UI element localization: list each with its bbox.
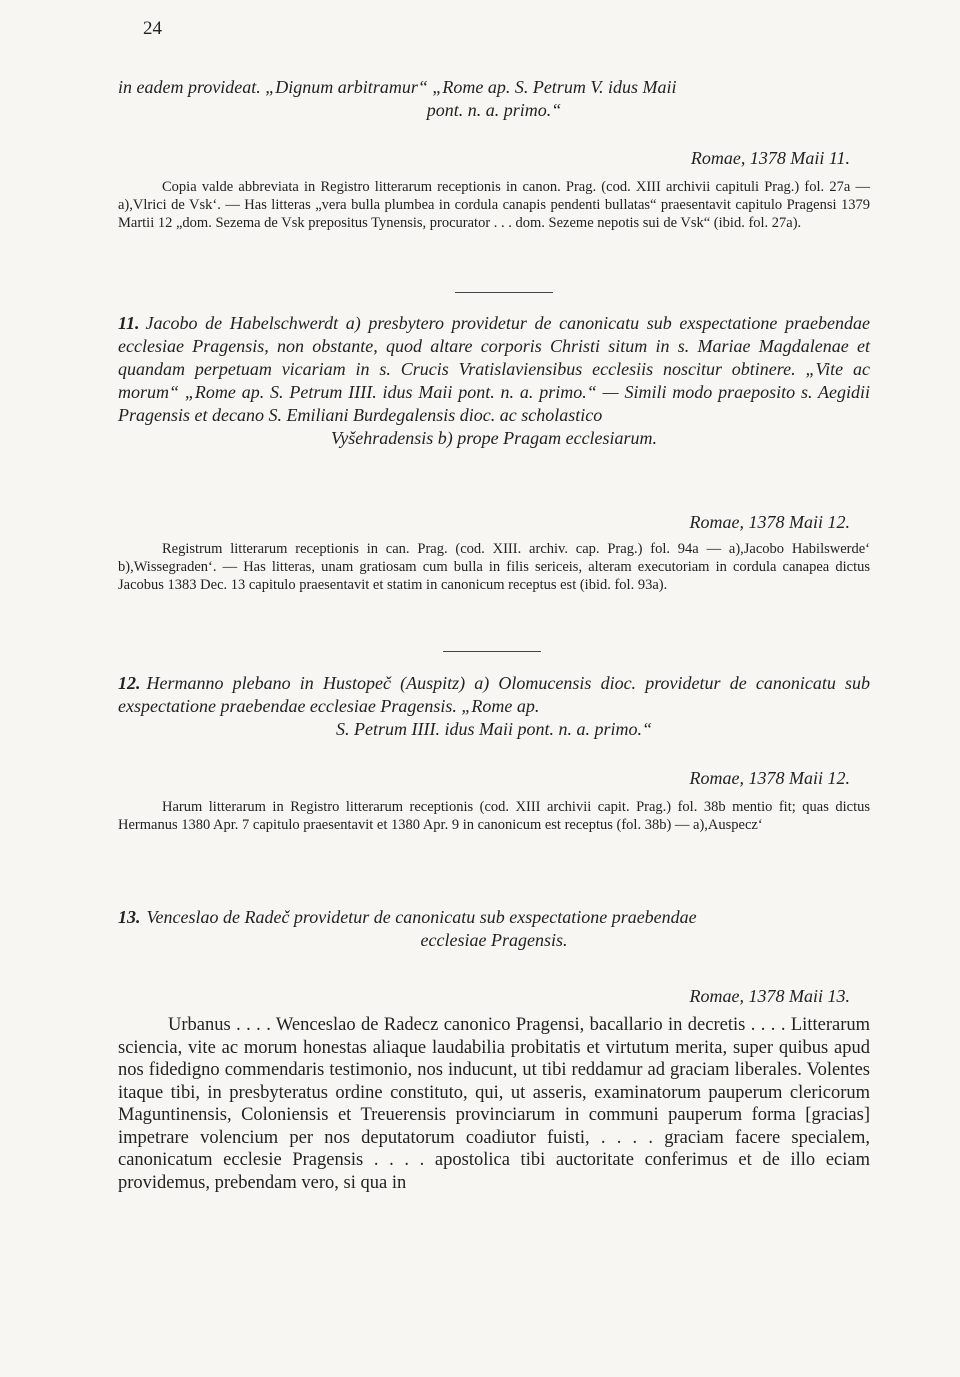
entry-11 bbox=[118, 312, 870, 450]
note-top-text: Copia valde abbreviata in Registro litterarum receptionis in canon. Prag. (cod. XIII archivii capituli Prag.) fol. 27a — a),Vlrici de Vsk‘. — Has litteras „vera bulla plumbea in cordula canapis pendenti bullatas“ praesentavit capitulo Pragensi 1379 Martii 12 „dom. Sezema de Vsk prepositus Tynensis, procurator . . . dom. Sezeme nepotis sui de Vsk“ (ibid. fol. 27a). bbox=[118, 179, 870, 231]
entry-number: 13. bbox=[118, 907, 141, 927]
top-line-2: pont. n. a. primo.“ bbox=[426, 100, 562, 120]
note-12 bbox=[118, 798, 870, 834]
divider bbox=[455, 292, 553, 293]
entry-number: 12. bbox=[118, 673, 141, 693]
entry-12-text: Hermanno plebano in Hustopeč (Auspitz) a) Olomucensis dioc. providetur de canonicatu sub exspectatione praebendae ecclesiae Pragensis. „Rome ap. bbox=[118, 673, 870, 716]
entry-13-body-text: Urbanus . . . . Wenceslao de Radecz canonico Pragensi, bacallario in decretis . . . . Litterarum sciencia, vite ac morum honestas aliaque laudabilia probitatis et virtutum merita, super quibus apud nos fidedigno commendaris testimonio, nos inducunt, ut tibi reddamur ad graciam liberales. Volentes itaque tibi, in presbyteratus ordine constituto, qui, ut asseris, examinatorum pauperum clericorum Maguntinensis, Coloniensis et Treuerensis provinciarum in communi pauperum forma [gracias] impetrare volencium per nos deputatorum coadiutor fuisti, . . . . graciam facere specialem, canonicatum ecclesie Pragensis . . . . apostolica tibi auctoritate conferimus et de illo eciam providemus, prebendam vero, si qua in bbox=[118, 1015, 870, 1193]
note-12-text: Harum litterarum in Registro litterarum receptionis (cod. XIII archivii capit. Prag.) fol. 38b mentio fit; quas dictus Hermanus 1380 Apr. 7 capitulo praesentavit et 1380 Apr. 9 in canonicum est receptus (fol. 38b) — a),Auspecz‘ bbox=[118, 799, 870, 833]
page-number: 24 bbox=[143, 18, 162, 39]
entry-12-last-line: S. Petrum IIII. idus Maii pont. n. a. primo.“ bbox=[336, 719, 652, 739]
dateline-12a: Romae, 1378 Maii 12. bbox=[689, 512, 850, 532]
note-top bbox=[118, 178, 870, 232]
entry-13-last-line: ecclesiae Pragensis. bbox=[420, 930, 568, 950]
entry-12 bbox=[118, 672, 870, 741]
entry-13 bbox=[118, 906, 870, 952]
top-continuation-text bbox=[118, 76, 870, 122]
dateline-13: Romae, 1378 Maii 13. bbox=[689, 986, 850, 1006]
entry-number: 11. bbox=[118, 313, 140, 333]
top-line-1: in eadem provideat. „Dignum arbitramur“ „Rome ap. S. Petrum V. idus Maii bbox=[118, 77, 677, 97]
entry-13-body bbox=[118, 1014, 870, 1194]
dateline-12b: Romae, 1378 Maii 12. bbox=[689, 768, 850, 788]
entry-11-last-line: Vyšehradensis b) prope Pragam ecclesiarum. bbox=[330, 428, 658, 448]
dateline-11: Romae, 1378 Maii 11. bbox=[690, 148, 850, 168]
note-11 bbox=[118, 540, 870, 594]
divider bbox=[443, 651, 541, 652]
entry-11-text: Jacobo de Habelschwerdt a) presbytero providetur de canonicatu sub exspectatione praebendae ecclesiae Pragensis, non obstante, quod altare corporis Christi situm in s. Mariae Magdalenae et quandam perpetuam vicariam in s. Crucis Vratislaviensibus ecclesiis noscitur obtinere. „Vite ac morum“ „Rome ap. S. Petrum IIII. idus Maii pont. n. a. primo.“ — Simili modo praeposito s. Aegidii Pragensis et decano S. Emiliani Burdegalensis dioc. ac scholastico bbox=[118, 313, 870, 425]
note-11-text: Registrum litterarum receptionis in can. Prag. (cod. XIII. archiv. cap. Prag.) fol. 94a — a),Jacobo Habilswerde‘ b),Wissegraden‘. — Has litteras, unam gratiosam cum bulla in filis sericeis, alteram executoriam in cordula canapea dictus Jacobus 1383 Dec. 13 capitulo praesentavit et statim in canonicum receptus est (ibid. fol. 93a). bbox=[118, 541, 870, 593]
entry-13-text: Venceslao de Radeč providetur de canonicatu sub exspectatione praebendae bbox=[146, 907, 697, 927]
